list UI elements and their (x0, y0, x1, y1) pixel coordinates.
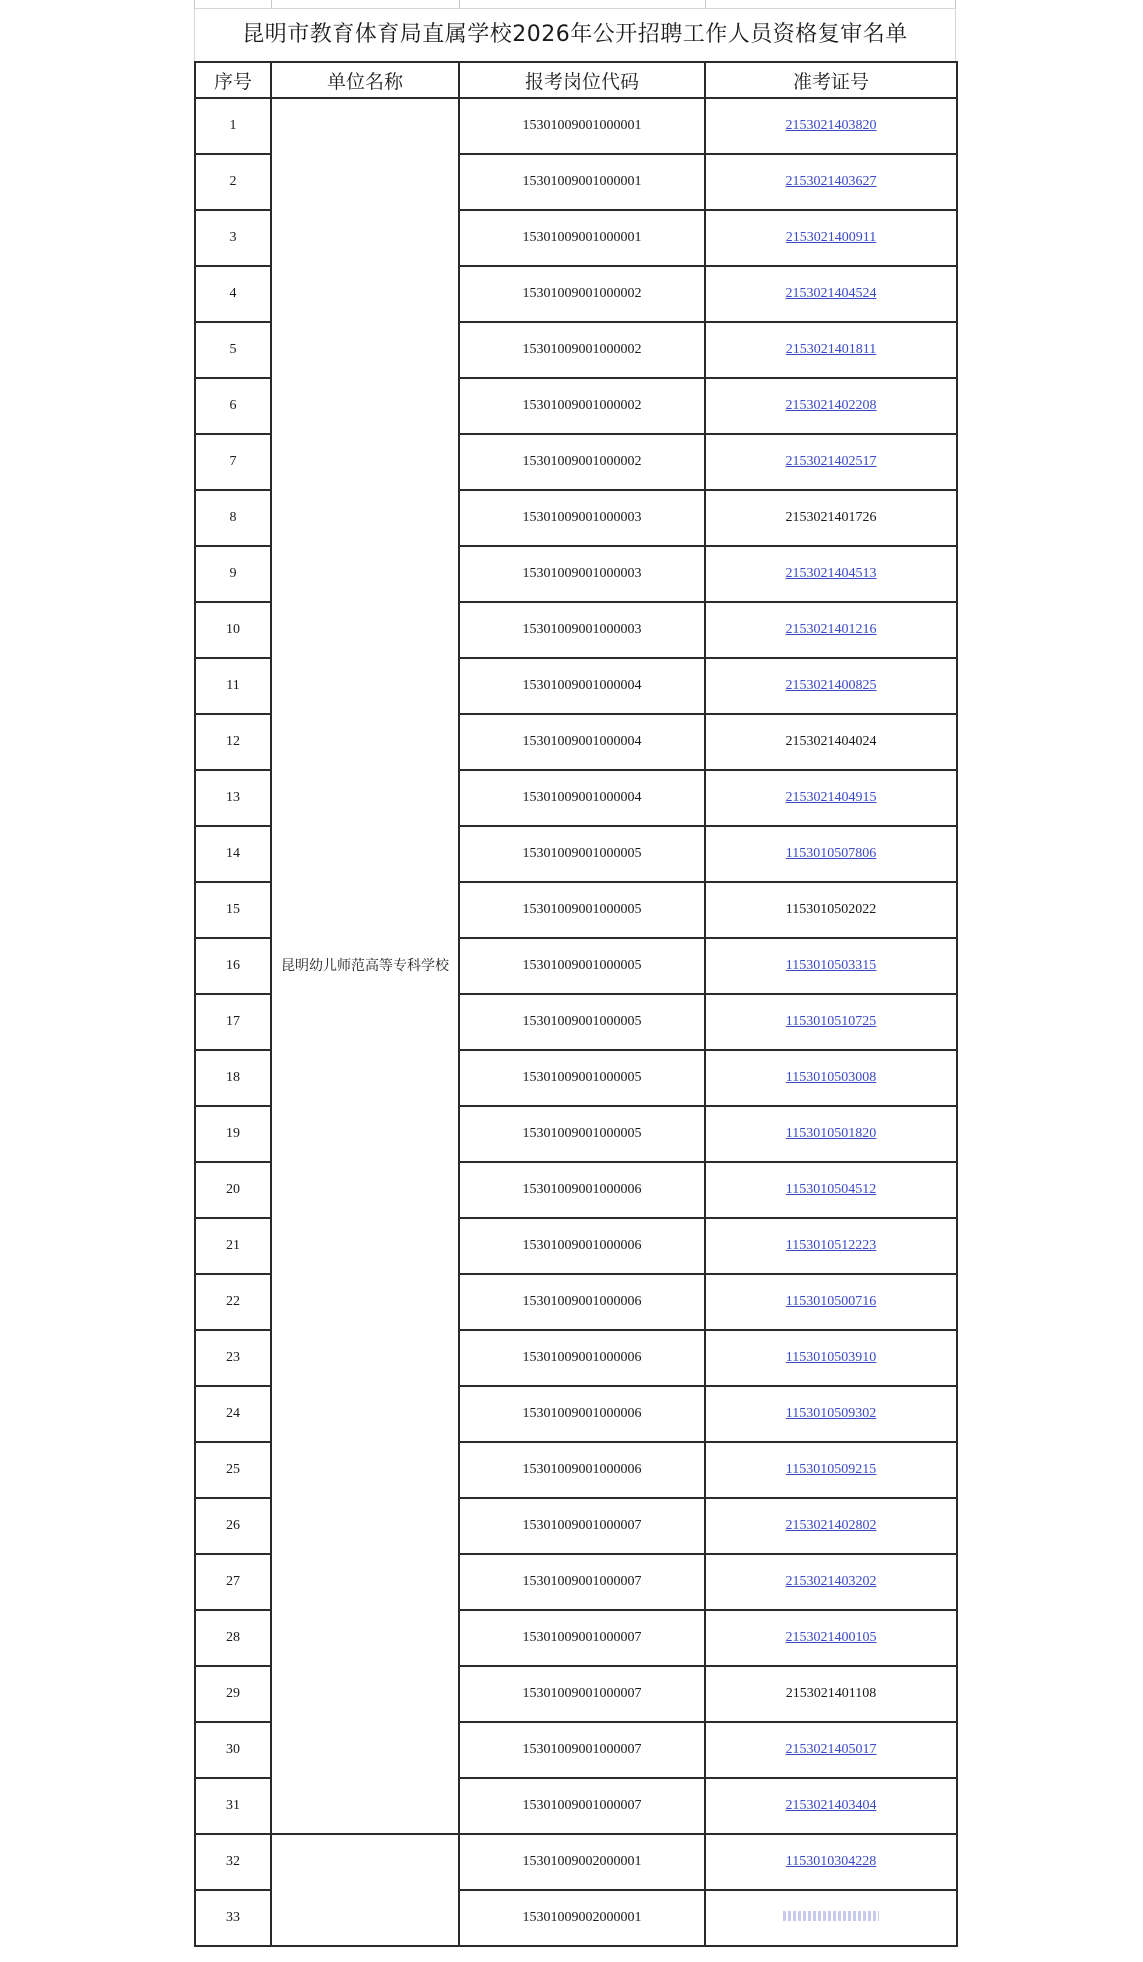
ticket-number-cell[interactable] (705, 1610, 957, 1666)
row-number: 15 (195, 882, 271, 938)
ticket-number-cell[interactable] (705, 658, 957, 714)
ticket-number-cell (705, 490, 957, 546)
post-code: 15301009001000005 (459, 882, 705, 938)
ticket-number-link[interactable]: 2153021403820 (785, 118, 877, 133)
post-code: 15301009002000001 (459, 1890, 705, 1946)
row-number: 4 (195, 266, 271, 322)
ticket-number-cell[interactable] (705, 1386, 957, 1442)
ticket-number-cell[interactable] (705, 1330, 957, 1386)
ticket-number-cell[interactable] (705, 938, 957, 994)
ticket-number-cell[interactable] (705, 1890, 957, 1946)
unit-name: 昆明幼儿师范高等专科学校 (281, 958, 449, 974)
ticket-number-cell[interactable] (705, 1722, 957, 1778)
ticket-number-cell (705, 1666, 957, 1722)
ticket-number-link[interactable]: 1153010503315 (785, 958, 877, 973)
row-number: 17 (195, 994, 271, 1050)
ticket-number-link[interactable]: 1153010510725 (785, 1014, 877, 1029)
row-number: 27 (195, 1554, 271, 1610)
post-code: 15301009001000006 (459, 1162, 705, 1218)
post-code: 15301009001000004 (459, 714, 705, 770)
ticket-number-link[interactable]: 1153010503008 (785, 1070, 877, 1085)
table-row (195, 98, 957, 154)
column-header-post-code: 报考岗位代码 (459, 62, 705, 98)
ticket-number-link[interactable]: 1153010512223 (785, 1238, 877, 1253)
post-code: 15301009001000001 (459, 98, 705, 154)
row-number: 1 (195, 98, 271, 154)
post-code: 15301009001000007 (459, 1498, 705, 1554)
row-number: 24 (195, 1386, 271, 1442)
post-code: 15301009001000005 (459, 994, 705, 1050)
ticket-number-cell[interactable] (705, 154, 957, 210)
ticket-number-cell[interactable] (705, 1834, 957, 1890)
row-number: 2 (195, 154, 271, 210)
ticket-number: 2153021401108 (785, 1686, 877, 1701)
row-number: 29 (195, 1666, 271, 1722)
ticket-number-cell[interactable] (705, 1274, 957, 1330)
page-title: 昆明市教育体育局直属学校2026年公开招聘工作人员资格复审名单 (194, 8, 956, 61)
row-number: 16 (195, 938, 271, 994)
post-code: 15301009001000007 (459, 1778, 705, 1834)
row-number: 19 (195, 1106, 271, 1162)
post-code: 15301009001000004 (459, 658, 705, 714)
row-number: 31 (195, 1778, 271, 1834)
ticket-number-link[interactable]: 2153021400825 (785, 678, 877, 693)
post-code: 15301009001000006 (459, 1274, 705, 1330)
ticket-number: 2153021401726 (785, 510, 877, 525)
post-code: 15301009001000002 (459, 378, 705, 434)
row-number: 33 (195, 1890, 271, 1946)
ticket-number-cell[interactable] (705, 826, 957, 882)
post-code: 15301009001000001 (459, 154, 705, 210)
ticket-number-link[interactable]: 2153021403404 (785, 1798, 877, 1813)
ticket-number-link[interactable]: 2153021401811 (785, 342, 877, 357)
ticket-number-cell[interactable] (705, 322, 957, 378)
ticket-number-obscured (783, 1911, 879, 1921)
post-code: 15301009001000007 (459, 1554, 705, 1610)
post-code: 15301009001000007 (459, 1666, 705, 1722)
ticket-number-cell[interactable] (705, 770, 957, 826)
table-header-row (195, 62, 957, 98)
ticket-number-cell[interactable] (705, 210, 957, 266)
ticket-number-cell[interactable] (705, 1778, 957, 1834)
ticket-number-cell (705, 714, 957, 770)
post-code: 15301009001000005 (459, 1050, 705, 1106)
ticket-number-cell[interactable] (705, 1442, 957, 1498)
ticket-number-cell[interactable] (705, 1498, 957, 1554)
row-number: 23 (195, 1330, 271, 1386)
ticket-number-link[interactable]: 2153021403202 (785, 1574, 877, 1589)
ticket-number: 1153010502022 (785, 902, 877, 917)
post-code: 15301009002000001 (459, 1834, 705, 1890)
row-number: 11 (195, 658, 271, 714)
ticket-number-link[interactable]: 1153010500716 (785, 1294, 877, 1309)
ticket-number-link[interactable]: 1153010501820 (785, 1126, 877, 1141)
row-number: 8 (195, 490, 271, 546)
table-body (195, 98, 957, 1946)
column-header-unit: 单位名称 (271, 62, 459, 98)
ticket-number-link[interactable]: 2153021405017 (785, 1742, 877, 1757)
ticket-number-link[interactable]: 2153021404513 (785, 566, 877, 581)
ticket-number-cell[interactable] (705, 1554, 957, 1610)
post-code: 15301009001000002 (459, 322, 705, 378)
ticket-number-cell[interactable] (705, 378, 957, 434)
row-number: 12 (195, 714, 271, 770)
unit-name-cell-next (271, 1834, 459, 1946)
row-number: 32 (195, 1834, 271, 1890)
ticket-number-link[interactable]: 2153021404524 (785, 286, 877, 301)
row-number: 10 (195, 602, 271, 658)
post-code: 15301009001000006 (459, 1218, 705, 1274)
row-number: 25 (195, 1442, 271, 1498)
ticket-number-link[interactable]: 2153021400911 (785, 230, 877, 245)
ticket-number-link[interactable]: 2153021402802 (785, 1518, 877, 1533)
ticket-number-link[interactable]: 1153010509215 (785, 1462, 877, 1477)
ticket-number-cell[interactable] (705, 1050, 957, 1106)
post-code: 15301009001000003 (459, 602, 705, 658)
unit-name-cell (271, 98, 459, 1834)
ticket-number-link[interactable]: 2153021404915 (785, 790, 877, 805)
ticket-number-link[interactable]: 2153021400105 (785, 1630, 877, 1645)
row-number: 13 (195, 770, 271, 826)
ticket-number-link[interactable]: 1153010503910 (785, 1350, 877, 1365)
row-number: 3 (195, 210, 271, 266)
post-code: 15301009001000002 (459, 266, 705, 322)
post-code: 15301009001000007 (459, 1722, 705, 1778)
previous-row-sliver (194, 0, 956, 8)
candidate-table (194, 61, 958, 1947)
ticket-number: 2153021404024 (785, 734, 877, 749)
post-code: 15301009001000001 (459, 210, 705, 266)
post-code: 15301009001000003 (459, 490, 705, 546)
document-sheet (194, 0, 956, 1947)
row-number: 18 (195, 1050, 271, 1106)
row-number: 22 (195, 1274, 271, 1330)
row-number: 14 (195, 826, 271, 882)
post-code: 15301009001000005 (459, 938, 705, 994)
post-code: 15301009001000006 (459, 1386, 705, 1442)
row-number: 6 (195, 378, 271, 434)
post-code: 15301009001000005 (459, 1106, 705, 1162)
post-code: 15301009001000004 (459, 770, 705, 826)
post-code: 15301009001000006 (459, 1442, 705, 1498)
post-code: 15301009001000005 (459, 826, 705, 882)
row-number: 20 (195, 1162, 271, 1218)
table-row (195, 1834, 957, 1890)
ticket-number-cell[interactable] (705, 1218, 957, 1274)
ticket-number-cell[interactable] (705, 602, 957, 658)
ticket-number-link[interactable]: 2153021402517 (785, 454, 877, 469)
ticket-number-cell[interactable] (705, 546, 957, 602)
row-number: 7 (195, 434, 271, 490)
ticket-number-cell[interactable] (705, 1162, 957, 1218)
ticket-number-link[interactable]: 1153010509302 (785, 1406, 877, 1421)
post-code: 15301009001000006 (459, 1330, 705, 1386)
row-number: 5 (195, 322, 271, 378)
row-number: 9 (195, 546, 271, 602)
ticket-number-cell[interactable] (705, 266, 957, 322)
ticket-number-link[interactable]: 1153010504512 (785, 1182, 877, 1197)
ticket-number-link[interactable]: 1153010304228 (785, 1854, 877, 1869)
ticket-number-link[interactable]: 2153021402208 (785, 398, 877, 413)
ticket-number-cell[interactable] (705, 434, 957, 490)
row-number: 30 (195, 1722, 271, 1778)
post-code: 15301009001000003 (459, 546, 705, 602)
ticket-number-cell[interactable] (705, 994, 957, 1050)
row-number: 26 (195, 1498, 271, 1554)
column-header-ticket-number: 准考证号 (705, 62, 957, 98)
post-code: 15301009001000007 (459, 1610, 705, 1666)
ticket-number-link[interactable]: 2153021403627 (785, 174, 877, 189)
row-number: 28 (195, 1610, 271, 1666)
ticket-number-cell[interactable] (705, 98, 957, 154)
row-number: 21 (195, 1218, 271, 1274)
ticket-number-cell (705, 882, 957, 938)
column-header-no: 序号 (195, 62, 271, 98)
ticket-number-cell[interactable] (705, 1106, 957, 1162)
ticket-number-link[interactable]: 2153021401216 (785, 622, 877, 637)
ticket-number-link[interactable]: 1153010507806 (785, 846, 877, 861)
post-code: 15301009001000002 (459, 434, 705, 490)
